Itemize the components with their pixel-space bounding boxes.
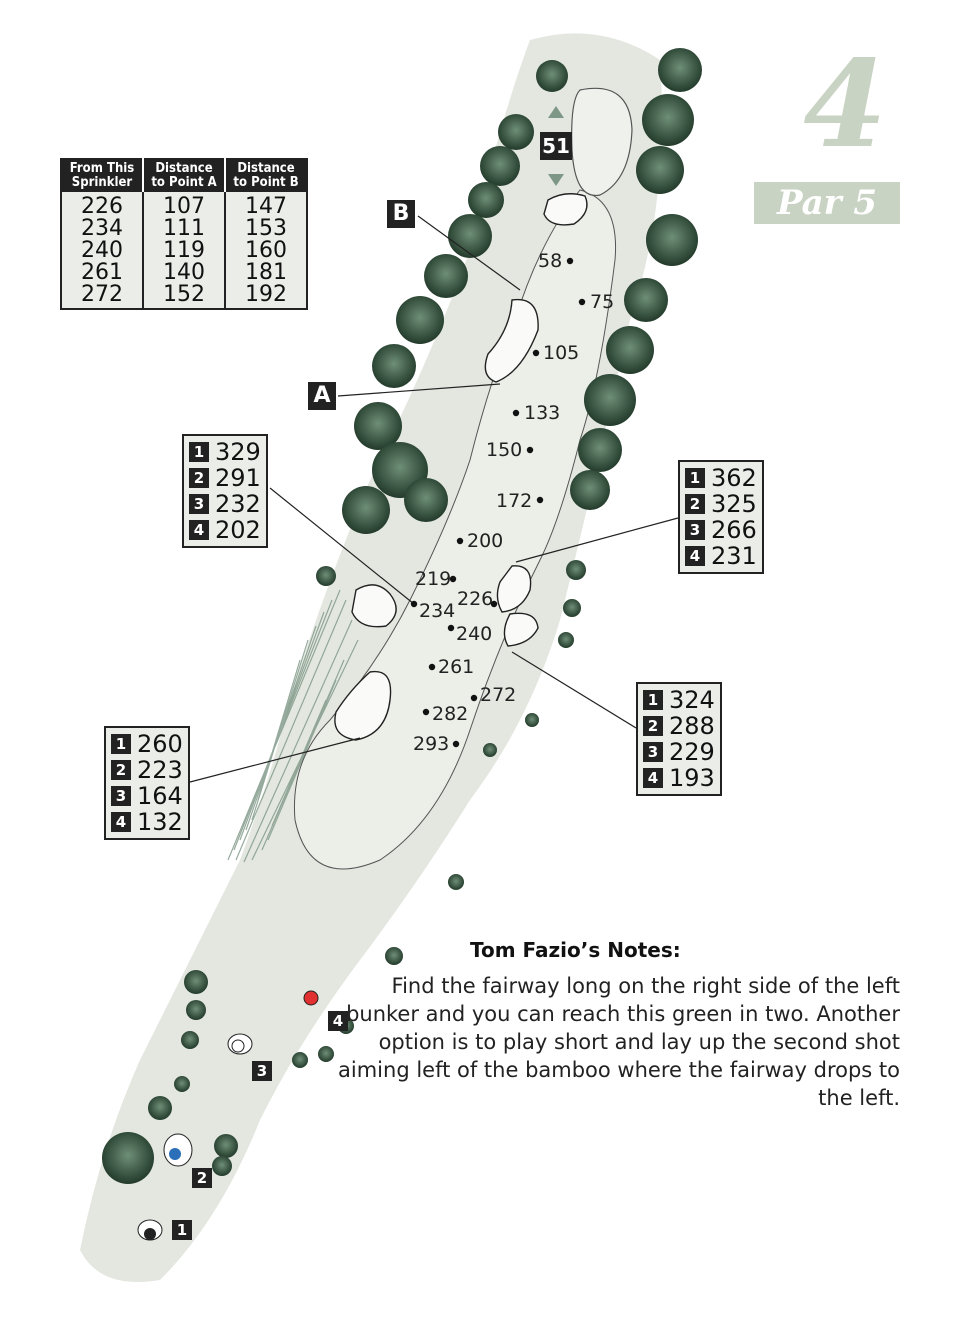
tee-label-1: 1 xyxy=(172,1220,192,1240)
yardage-box-left-upper xyxy=(182,434,268,548)
table-cell: 140 xyxy=(143,262,225,284)
tee-badge: 4 xyxy=(111,812,131,832)
tee-label-2: 2 xyxy=(192,1168,212,1188)
distance-marker: 75 xyxy=(590,291,615,313)
sprinkler-dot xyxy=(527,447,533,453)
distance-marker: 226 xyxy=(457,588,494,610)
table-cell: 226 xyxy=(61,192,143,218)
distance-marker: 219 xyxy=(415,568,452,590)
yardage-value: 324 xyxy=(669,686,715,714)
yardage-value: 164 xyxy=(137,782,183,810)
yardage-value: 193 xyxy=(669,764,715,792)
tee-marker-4 xyxy=(304,991,318,1005)
pin-marker: 51 xyxy=(540,132,572,160)
tee-label-4: 4 xyxy=(328,1011,348,1031)
sprinkler-dot xyxy=(448,625,454,631)
tee-badge: 2 xyxy=(111,760,131,780)
yardage-value: 266 xyxy=(711,516,757,544)
table-cell: 234 xyxy=(61,218,143,240)
distance-marker: 105 xyxy=(543,342,580,364)
tee-badge: 1 xyxy=(685,468,705,488)
distance-marker: 240 xyxy=(456,623,493,645)
hole-number: 4 xyxy=(803,34,887,175)
tee-badge: 1 xyxy=(643,690,663,710)
distance-marker: 150 xyxy=(486,439,523,461)
tee-badge: 4 xyxy=(643,768,663,788)
table-cell: 272 xyxy=(61,284,143,309)
tee-badge: 2 xyxy=(189,468,209,488)
tee-badge: 3 xyxy=(685,520,705,540)
tee-label-3: 3 xyxy=(252,1061,272,1081)
yardage-box-right-upper xyxy=(678,460,764,574)
distance-marker: 200 xyxy=(467,530,504,552)
sprinkler-dot xyxy=(533,350,539,356)
table-cell: 111 xyxy=(143,218,225,240)
tee-badge: 4 xyxy=(685,546,705,566)
yardage-value: 229 xyxy=(669,738,715,766)
table-cell: 160 xyxy=(245,238,287,263)
col-header: Distance to Point B xyxy=(225,159,307,192)
distance-marker: 293 xyxy=(413,733,450,755)
sprinkler-dot xyxy=(453,741,459,747)
col-header: From This Sprinkler xyxy=(61,159,143,192)
point-b-label: B xyxy=(387,200,415,228)
yardage-value: 362 xyxy=(711,464,757,492)
table-cell: 119 xyxy=(143,240,225,262)
tee-badge: 2 xyxy=(685,494,705,514)
sprinkler-dot xyxy=(579,299,585,305)
yardage-value: 329 xyxy=(215,438,261,466)
table-cell: 181 xyxy=(245,260,287,285)
tee-marker-3 xyxy=(232,1040,244,1052)
tee-badge: 1 xyxy=(111,734,131,754)
yardage-value: 232 xyxy=(215,490,261,518)
table-cell: 240 xyxy=(61,240,143,262)
yardage-value: 231 xyxy=(711,542,757,570)
yardage-value: 260 xyxy=(137,730,183,758)
yardage-value: 223 xyxy=(137,756,183,784)
sprinkler-table xyxy=(60,158,308,310)
sprinkler-dot xyxy=(537,497,543,503)
tee-badge: 2 xyxy=(643,716,663,736)
par-label: Par 5 xyxy=(754,182,900,224)
table-cell: 152 xyxy=(143,284,225,309)
table-row xyxy=(61,192,307,218)
tee-badge: 3 xyxy=(643,742,663,762)
distance-marker: 261 xyxy=(438,656,475,678)
sprinkler-dot xyxy=(471,695,477,701)
tee-badge: 3 xyxy=(189,494,209,514)
tee-badge: 1 xyxy=(189,442,209,462)
sprinkler-dot xyxy=(411,601,417,607)
yardage-value: 291 xyxy=(215,464,261,492)
notes-body: Find the fairway long on the right side of the left bunker and you can reach this green in two. Another option is to play short and lay up the second shot aiming left of the bamboo where the fairway drops to the left. xyxy=(338,974,900,1110)
table-row xyxy=(61,262,307,284)
table-row xyxy=(61,218,307,240)
sprinkler-dot xyxy=(567,258,573,264)
notes-title: Tom Fazio’s Notes: xyxy=(470,938,681,962)
distance-marker: 234 xyxy=(419,600,456,622)
sprinkler-dot xyxy=(513,410,519,416)
table-cell: 107 xyxy=(143,192,225,218)
table-cell: 153 xyxy=(245,216,287,241)
tee-marker-2 xyxy=(169,1148,181,1160)
sprinkler-dot xyxy=(429,664,435,670)
tee-marker-1 xyxy=(144,1228,156,1240)
table-row xyxy=(61,284,307,309)
yardage-box-left-lower xyxy=(104,726,190,840)
col-header: Distance to Point A xyxy=(143,159,225,192)
distance-marker: 58 xyxy=(538,250,563,272)
sprinkler-dot xyxy=(423,709,429,715)
table-cell: 147 xyxy=(245,194,287,219)
distance-marker: 282 xyxy=(432,703,469,725)
yardage-value: 325 xyxy=(711,490,757,518)
yardage-value: 132 xyxy=(137,808,183,836)
yardage-value: 288 xyxy=(669,712,715,740)
tee-badge: 4 xyxy=(189,520,209,540)
distance-marker: 133 xyxy=(524,402,561,424)
sprinkler-dot xyxy=(457,538,463,544)
tee-badge: 3 xyxy=(111,786,131,806)
yardage-value: 202 xyxy=(215,516,261,544)
distance-marker: 172 xyxy=(496,490,533,512)
table-row xyxy=(61,240,307,262)
yardage-box-right-lower xyxy=(636,682,722,796)
point-a-label: A xyxy=(308,382,336,410)
table-cell: 261 xyxy=(61,262,143,284)
table-cell: 192 xyxy=(245,282,287,307)
distance-marker: 272 xyxy=(480,684,517,706)
